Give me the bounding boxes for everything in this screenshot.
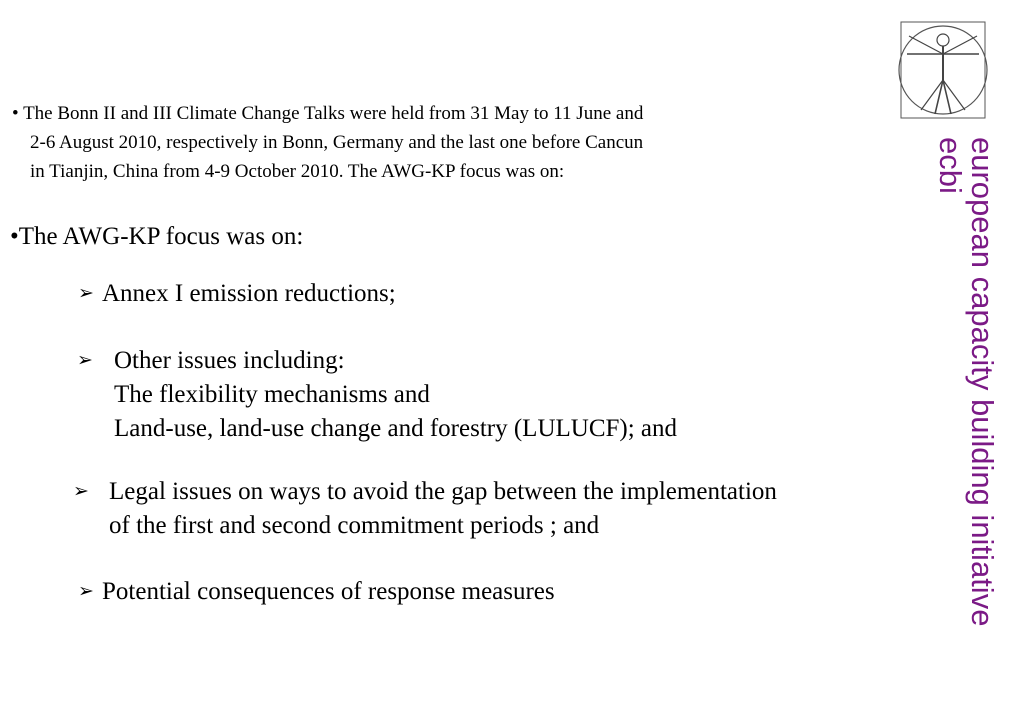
vitruvian-man-icon	[897, 18, 989, 122]
arrow-bullet-icon: ➢	[78, 282, 94, 304]
arrow-bullet-icon: ➢	[77, 349, 93, 371]
sidebar-line-full-name: european capacity building initiative	[965, 137, 1000, 627]
arrow-bullet-icon: ➢	[78, 580, 94, 602]
intro-line-2: 2-6 August 2010, respectively in Bonn, Germany and the last one before Cancun	[30, 132, 644, 153]
sidebar-brand	[902, 137, 998, 677]
intro-bullet: •	[12, 103, 19, 124]
sidebar-line-acronym: ecbi	[933, 137, 968, 194]
bullet-item-legal-issues	[73, 474, 777, 543]
focus-heading: •The AWG-KP focus was on:	[10, 223, 304, 250]
intro-line-3: in Tianjin, China from 4-9 October 2010. The AWG-KP focus was on:	[30, 161, 565, 182]
item-text: Other issues including:	[114, 347, 345, 374]
bullet-item-consequences	[78, 574, 555, 609]
arrow-bullet-icon: ➢	[73, 480, 89, 502]
item-text: Legal issues on ways to avoid the gap between the implementation	[109, 478, 777, 505]
bullet-item-other-issues	[77, 343, 677, 446]
item-continuation: of the first and second commitment periods ; and	[109, 512, 600, 539]
item-text: Potential consequences of response measures	[102, 578, 555, 605]
intro-paragraph	[12, 99, 892, 186]
item-continuation: Land-use, land-use change and forestry (LULUCF); and	[114, 415, 678, 442]
intro-line-1: • The Bonn II and III Climate Change Talks were held from 31 May to 11 June and	[12, 103, 644, 124]
item-continuation: The flexibility mechanisms and	[114, 381, 430, 408]
bullet-item-annex	[78, 276, 396, 311]
item-text: Annex I emission reductions;	[102, 280, 396, 307]
